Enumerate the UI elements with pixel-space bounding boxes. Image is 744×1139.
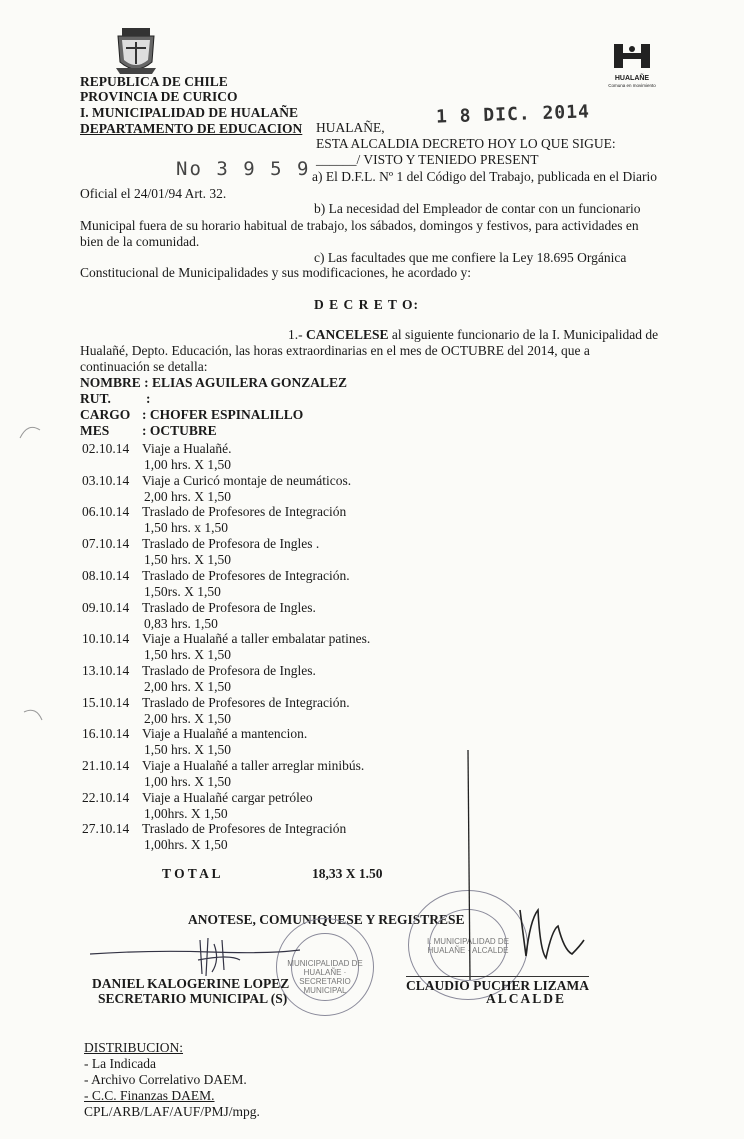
- distribution-title: DISTRIBUCION:: [84, 1040, 184, 1055]
- entry-hours: 1,50 hrs. x 1,50: [144, 520, 228, 536]
- header-province: PROVINCIA DE CURICO: [80, 89, 238, 104]
- entry-desc: Viaje a Curicó montaje de neumáticos.: [142, 472, 352, 488]
- decreto-title: D E C R E T O:: [314, 297, 420, 312]
- article-cont1: Hualañé, Depto. Educación, las horas extraordinarias en el mes de OCTUBRE del 2014, que a: [80, 343, 590, 358]
- cargo-value: : CHOFER ESPINALILLO: [142, 407, 304, 422]
- paragraph-c-cont: Constitucional de Municipalidades y sus modificaciones, he acordado y:: [80, 265, 472, 280]
- entry-hours: 0,83 hrs. 1,50: [144, 615, 218, 631]
- entry-date: 21.10.14: [82, 758, 130, 773]
- entry-desc: Viaje a Hualañé cargar petróleo: [142, 789, 313, 805]
- entry-row: [82, 726, 307, 758]
- mayor-title: ALCALDE: [486, 991, 567, 1006]
- distribution-item-4: CPL/ARB/LAF/AUF/PMJ/mpg.: [84, 1104, 260, 1119]
- entry-desc: Viaje a Hualañé a taller arreglar minibús.: [142, 758, 365, 773]
- paragraph-b-cont2: bien de la comunidad.: [80, 234, 200, 249]
- entry-date: 02.10.14: [82, 441, 130, 456]
- entry-date: 22.10.14: [82, 789, 130, 805]
- visto-line: ______/ VISTO Y TENIEDO PRESENT: [316, 152, 539, 167]
- entry-hours: 1,00hrs. X 1,50: [144, 837, 228, 853]
- entry-desc: Viaje a Hualañé a mantencion.: [142, 726, 308, 742]
- entry-desc: Traslado de Profesores de Integración: [142, 821, 347, 837]
- entry-row: [82, 631, 370, 663]
- entry-desc: Traslado de Profesora de Ingles.: [142, 599, 316, 615]
- entry-hours: 1,00 hrs. X 1,50: [144, 457, 231, 472]
- entry-row: [82, 441, 232, 473]
- article-rest: al siguiente funcionario de la I. Municipalidad de: [388, 327, 659, 342]
- hualane-logo: [604, 42, 660, 88]
- entry-row: [82, 536, 319, 568]
- entry-desc: Traslado de Profesora de Ingles .: [142, 536, 320, 552]
- entry-hours: 2,00 hrs. X 1,50: [144, 678, 231, 694]
- entry-hours: 1,00 hrs. X 1,50: [144, 774, 231, 789]
- paragraph-b: b) La necesidad del Empleador de contar con un funcionario: [314, 201, 641, 216]
- logo-tagline: Comuna en movimiento: [608, 83, 656, 88]
- entry-row: [82, 568, 350, 600]
- entry-hours: 1,50 hrs. X 1,50: [144, 647, 231, 663]
- entry-desc: Traslado de Profesores de Integración: [142, 504, 347, 520]
- logo-name: HUALAÑE: [614, 75, 650, 82]
- entry-hours: 1,00hrs. X 1,50: [144, 805, 228, 821]
- coat-of-arms-icon: [112, 26, 160, 78]
- mes-label: MES: [80, 423, 110, 438]
- entry-hours: 1,50 hrs. X 1,50: [144, 552, 231, 568]
- binder-hole-top-icon: [18, 420, 42, 440]
- place-line: HUALAÑE,: [316, 120, 385, 135]
- total-value: 18,33 X 1.50: [312, 866, 383, 881]
- entry-row: [82, 821, 346, 853]
- rut-sep: :: [146, 391, 151, 406]
- article-cont2: continuación se detalla:: [80, 359, 208, 374]
- signature-secretary-icon: [90, 930, 300, 980]
- entry-hours: 2,00 hrs. X 1,50: [144, 488, 231, 504]
- binder-hole-bottom-icon: [22, 706, 46, 726]
- signature-mayor-icon: [460, 750, 590, 990]
- cargo-label: CARGO: [80, 407, 131, 422]
- entry-date: 06.10.14: [82, 504, 130, 520]
- paragraph-a: a) El D.F.L. Nº 1 del Código del Trabajo, publicada en el Diario: [312, 169, 658, 184]
- decree-number: No 3 9 5 9: [176, 158, 311, 180]
- paragraph-b-cont1: Municipal fuera de su horario habitual de trabajo, los sábados, domingos y festivos, para actividades en: [80, 218, 639, 233]
- secretary-title: SECRETARIO MUNICIPAL (S): [98, 991, 288, 1006]
- closing-line: ANOTESE, COMUNIQUESE Y REGISTRESE: [188, 912, 465, 927]
- entry-date: 03.10.14: [82, 472, 130, 488]
- secretary-name: DANIEL KALOGERINE LOPEZ: [92, 976, 290, 991]
- entry-row: [82, 758, 364, 790]
- entry-date: 27.10.14: [82, 821, 130, 837]
- entry-row: [82, 504, 346, 536]
- header-municipality: I. MUNICIPALIDAD DE HUALAÑE: [80, 105, 299, 120]
- hualane-logo-icon: [612, 42, 652, 70]
- entry-hours: 1,50 hrs. X 1,50: [144, 742, 231, 758]
- entry-date: 08.10.14: [82, 567, 130, 583]
- mayor-seal-text: I. MUNICIPALIDAD DE HUALAÑE · ALCALDE: [426, 937, 510, 955]
- article-number: 1.-: [288, 327, 306, 342]
- entry-desc: Viaje a Hualañé a taller embalatar patines.: [142, 631, 371, 647]
- entry-date: 10.10.14: [82, 631, 130, 647]
- paragraph-c: c) Las facultades que me confiere la Ley 18.695 Orgánica: [314, 250, 627, 265]
- date-stamp: 1 8 DIC. 2014: [435, 101, 591, 128]
- entry-date: 16.10.14: [82, 726, 130, 742]
- rut-label: RUT.: [80, 391, 111, 406]
- employee-cargo: [80, 407, 303, 423]
- entry-date: 15.10.14: [82, 694, 130, 710]
- employee-rut: [80, 391, 151, 407]
- paragraph-a-cont: Oficial el 24/01/94 Art. 32.: [80, 186, 227, 201]
- entry-row: [82, 473, 351, 505]
- distribution-item-2: - Archivo Correlativo DAEM.: [84, 1072, 247, 1087]
- distribution-item-3: - C.C. Finanzas DAEM.: [84, 1088, 215, 1103]
- entry-hours: 2,00 hrs. X 1,50: [144, 710, 231, 726]
- entry-date: 09.10.14: [82, 599, 130, 615]
- header-country: REPUBLICA DE CHILE: [80, 74, 228, 89]
- entry-row: [82, 790, 313, 822]
- entry-row: [82, 663, 316, 695]
- secretary-seal-text: MUNICIPALIDAD DE HUALAÑE · SECRETARIO MUNICIPAL: [287, 959, 363, 995]
- entry-desc: Traslado de Profesores de Integración.: [142, 567, 350, 583]
- distribution-item-1: - La Indicada: [84, 1056, 156, 1071]
- entry-desc: Viaje a Hualañé.: [142, 441, 232, 456]
- entry-row: [82, 695, 350, 727]
- entry-desc: Traslado de Profesora de Ingles.: [142, 662, 316, 678]
- article-verb: CANCELESE: [306, 327, 389, 342]
- header-department: DEPARTAMENTO DE EDUCACION: [80, 121, 303, 136]
- employee-mes: [80, 423, 217, 439]
- entry-row: [82, 600, 316, 632]
- entry-desc: Traslado de Profesores de Integración.: [142, 694, 350, 710]
- entry-hours: 1,50rs. X 1,50: [144, 583, 221, 599]
- employee-name: NOMBRE : ELIAS AGUILERA GONZALEZ: [80, 375, 348, 390]
- decree-line: ESTA ALCALDIA DECRETO HOY LO QUE SIGUE:: [316, 136, 616, 151]
- mayor-name: CLAUDIO PUCHER LIZAMA: [406, 978, 590, 993]
- total-label: T O T A L: [162, 866, 221, 881]
- mes-value: : OCTUBRE: [142, 423, 217, 438]
- entry-date: 13.10.14: [82, 662, 130, 678]
- entry-date: 07.10.14: [82, 536, 130, 552]
- article-line: [288, 327, 658, 343]
